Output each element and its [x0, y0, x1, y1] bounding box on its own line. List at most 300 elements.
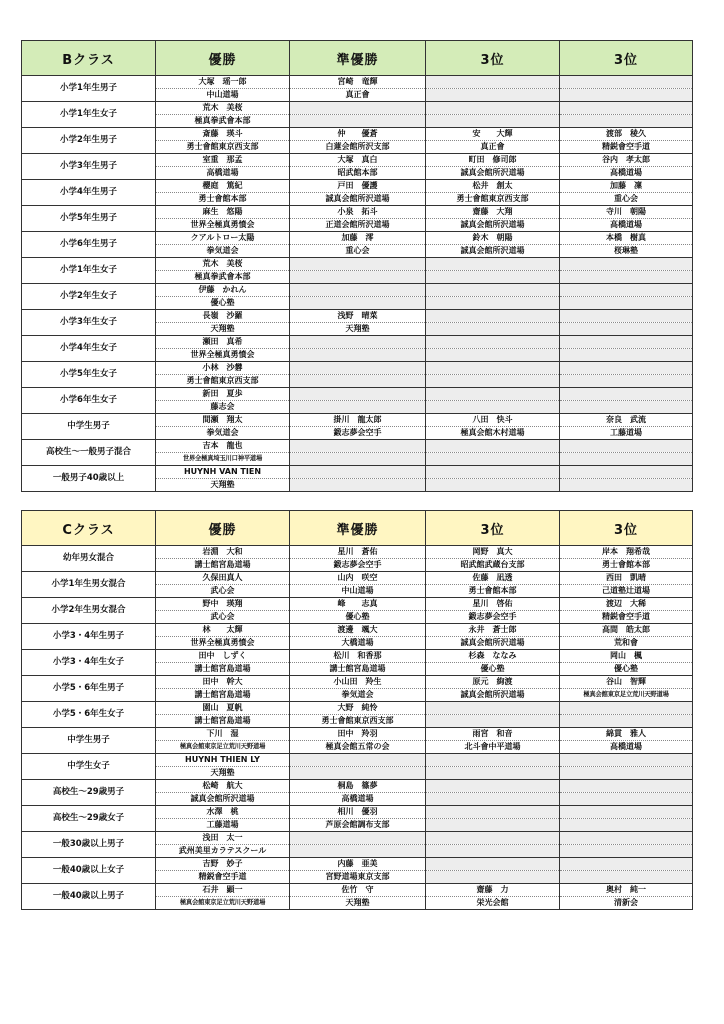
result-row [22, 546, 693, 559]
second-place-name: 内藤 亜美 [290, 858, 426, 871]
third-place-dojo: 誠真会館所沢道場 [426, 219, 560, 232]
third-place-name [560, 702, 693, 715]
third-place-dojo [560, 767, 693, 780]
third-place-name [426, 336, 560, 349]
result-row [22, 440, 693, 453]
result-row [22, 128, 693, 141]
second-place-name: 相川 優羽 [290, 806, 426, 819]
third-place-name: 本橋 樹真 [560, 232, 693, 245]
result-row [22, 780, 693, 793]
first-place-name: 久保田真人 [156, 572, 290, 585]
first-place-dojo: 高橋道場 [156, 167, 290, 180]
first-place-dojo: 勇士會館東京西支部 [156, 375, 290, 388]
result-row [22, 624, 693, 637]
third-place-dojo: 真正會 [426, 141, 560, 154]
second-place-name: 仲 優蒼 [290, 128, 426, 141]
second-place-dojo: 昭武館本部 [290, 167, 426, 180]
third-place-dojo: 誠真会館所沢道場 [426, 689, 560, 702]
category-cell: 小学2年生女子 [22, 284, 156, 310]
category-cell: 一般40歳以上女子 [22, 858, 156, 884]
third-place-dojo [560, 819, 693, 832]
third-place-name [560, 466, 693, 479]
third-place-dojo: 精鋭會空手道 [560, 611, 693, 624]
third-place-dojo: 昭武館武蔵台支部 [426, 559, 560, 572]
second-place-dojo [290, 271, 426, 284]
third-place-name [560, 832, 693, 845]
third-place-name [560, 76, 693, 89]
second-place-name: 小山田 羚生 [290, 676, 426, 689]
third-place-name [426, 858, 560, 871]
third-place-dojo: 誠真会館所沢道場 [426, 637, 560, 650]
second-place-name: 桐島 篠夢 [290, 780, 426, 793]
category-cell: 小学4年生女子 [22, 336, 156, 362]
first-place-name: HUYNH THIEN LY [156, 754, 290, 767]
first-place-name: 麻生 悠陽 [156, 206, 290, 219]
first-place-name: 水澤 桃 [156, 806, 290, 819]
category-cell: 中学生男子 [22, 414, 156, 440]
third-place-dojo [426, 819, 560, 832]
third-place-dojo: 高橋道場 [560, 167, 693, 180]
third-place-name [426, 806, 560, 819]
third-place-name [560, 102, 693, 115]
third-place-name: 原元 絢渡 [426, 676, 560, 689]
first-place-dojo: 講士館宮島道場 [156, 715, 290, 728]
first-place-name: 斎藤 瑛斗 [156, 128, 290, 141]
result-row [22, 180, 693, 193]
third-place-name [560, 806, 693, 819]
second-place-dojo: 白蓮会館所沢支部 [290, 141, 426, 154]
third-place-name: 西田 凱晴 [560, 572, 693, 585]
result-row [22, 466, 693, 479]
category-cell: 小学2年生男子 [22, 128, 156, 154]
category-cell: 高校生～29歳男子 [22, 780, 156, 806]
third-place-name [426, 440, 560, 453]
third-place-name: 谷内 孝太郎 [560, 154, 693, 167]
third-place-name: 奈良 武流 [560, 414, 693, 427]
c-class-header-row [22, 511, 693, 546]
category-cell: 小学1年生男女混合 [22, 572, 156, 598]
first-place-name: 室重 那孟 [156, 154, 290, 167]
second-place-dojo: 鍛志夢会空手 [290, 559, 426, 572]
result-row [22, 884, 693, 897]
second-place-name: 加藤 澪 [290, 232, 426, 245]
third-place-name: 岡山 楓 [560, 650, 693, 663]
third-place-name [560, 858, 693, 871]
third-place-name: 町田 修司郎 [426, 154, 560, 167]
second-place-dojo: 天翔塾 [290, 323, 426, 336]
result-row [22, 362, 693, 375]
third-place-name: 加藤 凜 [560, 180, 693, 193]
third-place-dojo [426, 845, 560, 858]
second-place-name: 山内 咲空 [290, 572, 426, 585]
header-second-place: 準優勝 [290, 41, 426, 76]
first-place-name: 田中 しずく [156, 650, 290, 663]
category-cell: 小学3年生女子 [22, 310, 156, 336]
second-place-name: 掛川 龍太郎 [290, 414, 426, 427]
first-place-dojo: 武心会 [156, 585, 290, 598]
b-class-header-row [22, 41, 693, 76]
first-place-dojo: 拳気道会 [156, 427, 290, 440]
second-place-name: 戸田 優護 [290, 180, 426, 193]
second-place-dojo: 極真会館五常の会 [290, 741, 426, 754]
first-place-dojo: 極真拳武會本部 [156, 115, 290, 128]
third-place-dojo: 勇士會館東京西支部 [426, 193, 560, 206]
third-place-dojo [560, 375, 693, 388]
third-place-dojo: 荒和會 [560, 637, 693, 650]
second-place-dojo [290, 767, 426, 780]
first-place-dojo: 極真拳武會本部 [156, 271, 290, 284]
first-place-name: 松崎 航大 [156, 780, 290, 793]
result-row [22, 806, 693, 819]
first-place-dojo: 世界全極真埼玉川口神平道場 [156, 453, 290, 466]
first-place-dojo: 優心塾 [156, 297, 290, 310]
second-place-dojo [290, 453, 426, 466]
category-cell: 小学5・6年生男子 [22, 676, 156, 702]
third-place-dojo: 誠真会館所沢道場 [426, 167, 560, 180]
category-cell: 小学6年生女子 [22, 388, 156, 414]
third-place-dojo [426, 715, 560, 728]
third-place-dojo [560, 871, 693, 884]
category-cell: 小学5年生女子 [22, 362, 156, 388]
third-place-name [426, 258, 560, 271]
result-row [22, 388, 693, 401]
c-class-results-table [21, 510, 693, 910]
third-place-dojo [560, 845, 693, 858]
first-place-dojo: 武心会 [156, 611, 290, 624]
first-place-dojo: 天翔塾 [156, 323, 290, 336]
third-place-dojo: 優心塾 [560, 663, 693, 676]
result-row [22, 832, 693, 845]
second-place-dojo: 優心塾 [290, 611, 426, 624]
category-cell: 小学5・6年生女子 [22, 702, 156, 728]
first-place-name: HUYNH VAN TIEN [156, 466, 290, 479]
third-place-dojo: 高橋道場 [560, 219, 693, 232]
third-place-dojo: 重心会 [560, 193, 693, 206]
third-place-name [560, 284, 693, 297]
third-place-name [426, 780, 560, 793]
category-cell: 小学1年生女子 [22, 102, 156, 128]
third-place-dojo [426, 871, 560, 884]
category-cell: 小学4年生男子 [22, 180, 156, 206]
b-class-rows [22, 76, 693, 492]
first-place-dojo: 天翔塾 [156, 479, 290, 492]
second-place-name [290, 832, 426, 845]
third-place-dojo: 工藤道場 [560, 427, 693, 440]
third-place-dojo [560, 793, 693, 806]
third-place-name: 八田 快斗 [426, 414, 560, 427]
second-place-name [290, 336, 426, 349]
first-place-name: 大塚 瑶一郎 [156, 76, 290, 89]
b-class-title: Bクラス [22, 41, 156, 76]
third-place-dojo: 精鋭會空手道 [560, 141, 693, 154]
third-place-dojo [560, 271, 693, 284]
first-place-name: 吉野 妙子 [156, 858, 290, 871]
second-place-name: 峰 志真 [290, 598, 426, 611]
category-cell: 一般40歳以上男子 [22, 884, 156, 910]
third-place-dojo: 北斗會中平道場 [426, 741, 560, 754]
first-place-dojo: 天翔塾 [156, 767, 290, 780]
result-row [22, 754, 693, 767]
category-cell: 小学5年生男子 [22, 206, 156, 232]
third-place-dojo [560, 89, 693, 102]
third-place-name [560, 258, 693, 271]
third-place-dojo [426, 375, 560, 388]
result-row [22, 702, 693, 715]
result-row [22, 676, 693, 689]
category-cell: 小学6年生男子 [22, 232, 156, 258]
category-cell: 小学2年生男女混合 [22, 598, 156, 624]
second-place-dojo: 天翔塾 [290, 897, 426, 910]
second-place-name: 星川 蒼佑 [290, 546, 426, 559]
header-first-place: 優勝 [156, 511, 290, 546]
third-place-name [560, 780, 693, 793]
first-place-dojo: 工藤道場 [156, 819, 290, 832]
second-place-dojo: 講士館宮島道場 [290, 663, 426, 676]
third-place-name: 安 大輝 [426, 128, 560, 141]
third-place-name [560, 310, 693, 323]
third-place-dojo [560, 715, 693, 728]
first-place-name: 野中 瑛翔 [156, 598, 290, 611]
third-place-dojo [426, 115, 560, 128]
category-cell: 小学3・4年生男子 [22, 624, 156, 650]
first-place-dojo: 世界全極真勇憤会 [156, 349, 290, 362]
third-place-name [426, 388, 560, 401]
third-place-name: 永井 蒼士郎 [426, 624, 560, 637]
third-place-dojo [560, 323, 693, 336]
third-place-dojo [560, 349, 693, 362]
third-place-dojo [426, 453, 560, 466]
third-place-dojo [426, 793, 560, 806]
header-second-place: 準優勝 [290, 511, 426, 546]
second-place-name [290, 102, 426, 115]
first-place-dojo: 世界全極真勇憤会 [156, 637, 290, 650]
second-place-dojo: 芦原会館調布支部 [290, 819, 426, 832]
category-cell: 中学生女子 [22, 754, 156, 780]
header-third-place: 3位 [426, 41, 560, 76]
third-place-name [426, 754, 560, 767]
first-place-name: 間瀬 翔太 [156, 414, 290, 427]
third-place-dojo: 勇士會館本部 [426, 585, 560, 598]
result-row [22, 102, 693, 115]
third-place-dojo [426, 479, 560, 492]
second-place-name [290, 754, 426, 767]
first-place-dojo: 勇士會館本部 [156, 193, 290, 206]
third-place-dojo [426, 89, 560, 102]
third-place-name [426, 362, 560, 375]
second-place-name: 大野 純怜 [290, 702, 426, 715]
second-place-name: 大塚 真白 [290, 154, 426, 167]
second-place-dojo: 鍛志夢会空手 [290, 427, 426, 440]
first-place-name: 小林 沙礬 [156, 362, 290, 375]
result-row [22, 232, 693, 245]
first-place-dojo: 極真会館東京足立荒川天野道場 [156, 741, 290, 754]
first-place-dojo: 中山道場 [156, 89, 290, 102]
third-place-name: 谷山 智輝 [560, 676, 693, 689]
second-place-name: 松川 和香那 [290, 650, 426, 663]
header-first-place: 優勝 [156, 41, 290, 76]
third-place-dojo: 優心塾 [426, 663, 560, 676]
result-row [22, 414, 693, 427]
third-place-name [560, 388, 693, 401]
third-place-dojo: 極真会館東京足立荒川天野道場 [560, 689, 693, 702]
third-place-dojo [426, 767, 560, 780]
second-place-dojo [290, 375, 426, 388]
third-place-name: 渡部 稜久 [560, 128, 693, 141]
category-cell: 幼年男女混合 [22, 546, 156, 572]
first-place-name: 伊藤 かれん [156, 284, 290, 297]
first-place-name: 瀬田 真希 [156, 336, 290, 349]
header-third-place: 3位 [560, 511, 693, 546]
third-place-dojo: 極真会館木村道場 [426, 427, 560, 440]
result-row [22, 284, 693, 297]
result-row [22, 154, 693, 167]
third-place-dojo [560, 115, 693, 128]
result-row [22, 650, 693, 663]
first-place-dojo: 勇士會館東京西支部 [156, 141, 290, 154]
first-place-name: 林 太輝 [156, 624, 290, 637]
third-place-name [426, 76, 560, 89]
first-place-name: 田中 幹大 [156, 676, 290, 689]
third-place-name [426, 102, 560, 115]
third-place-name: 雨宮 和音 [426, 728, 560, 741]
third-place-name: 齋藤 大翔 [426, 206, 560, 219]
first-place-name: クアルトロー太陽 [156, 232, 290, 245]
result-row [22, 336, 693, 349]
third-place-name [560, 336, 693, 349]
third-place-dojo [426, 401, 560, 414]
third-place-name: 星川 啓佑 [426, 598, 560, 611]
second-place-name [290, 362, 426, 375]
third-place-dojo: 誠真会館所沢道場 [426, 245, 560, 258]
second-place-dojo [290, 845, 426, 858]
second-place-dojo [290, 115, 426, 128]
second-place-name [290, 258, 426, 271]
second-place-dojo [290, 401, 426, 414]
category-cell: 小学1年生男子 [22, 76, 156, 102]
second-place-name [290, 284, 426, 297]
first-place-name: 吉本 龍也 [156, 440, 290, 453]
second-place-name: 渡邊 颯大 [290, 624, 426, 637]
third-place-name [426, 284, 560, 297]
third-place-dojo: 栄光会館 [426, 897, 560, 910]
category-cell: 一般30歳以上男子 [22, 832, 156, 858]
second-place-name [290, 440, 426, 453]
third-place-dojo: 鍛志夢会空手 [426, 611, 560, 624]
third-place-dojo [560, 297, 693, 310]
third-place-name: 高間 皓太郎 [560, 624, 693, 637]
first-place-dojo: 講士館宮島道場 [156, 689, 290, 702]
category-cell: 一般男子40歳以上 [22, 466, 156, 492]
first-place-dojo: 藤志会 [156, 401, 290, 414]
first-place-name: 浅田 太一 [156, 832, 290, 845]
first-place-name: 下川 湿 [156, 728, 290, 741]
first-place-dojo: 武州美里カラテスクール [156, 845, 290, 858]
second-place-name: 宮崎 竜輝 [290, 76, 426, 89]
second-place-dojo: 宮野道場東京支部 [290, 871, 426, 884]
first-place-name: 荒木 美桜 [156, 258, 290, 271]
third-place-name: 奥村 純一 [560, 884, 693, 897]
category-cell: 小学3・4年生女子 [22, 650, 156, 676]
result-row [22, 76, 693, 89]
third-place-dojo [560, 479, 693, 492]
third-place-name [560, 754, 693, 767]
first-place-name: 岩淵 大和 [156, 546, 290, 559]
c-class-rows [22, 546, 693, 910]
third-place-name [426, 832, 560, 845]
third-place-name: 岡野 真大 [426, 546, 560, 559]
second-place-dojo: 大橋道場 [290, 637, 426, 650]
third-place-name [426, 310, 560, 323]
third-place-name [560, 362, 693, 375]
first-place-name: 園山 夏帆 [156, 702, 290, 715]
third-place-name: 鈴木 朝陽 [426, 232, 560, 245]
category-cell: 小学1年生女子 [22, 258, 156, 284]
third-place-dojo [426, 349, 560, 362]
second-place-dojo [290, 297, 426, 310]
first-place-name: 長嶺 沙羅 [156, 310, 290, 323]
result-row [22, 598, 693, 611]
third-place-name [426, 466, 560, 479]
third-place-dojo: 勇士會館本部 [560, 559, 693, 572]
third-place-dojo [426, 297, 560, 310]
result-row [22, 258, 693, 271]
second-place-dojo: 正道会館所沢道場 [290, 219, 426, 232]
second-place-dojo: 真正會 [290, 89, 426, 102]
third-place-dojo: 桜琳塾 [560, 245, 693, 258]
result-row [22, 206, 693, 219]
result-row [22, 858, 693, 871]
second-place-dojo [290, 479, 426, 492]
second-place-name: 浅野 晴菜 [290, 310, 426, 323]
third-place-name: 寺川 朝陽 [560, 206, 693, 219]
header-third-place: 3位 [560, 41, 693, 76]
first-place-name: 櫻庭 篤紀 [156, 180, 290, 193]
second-place-dojo: 勇士會館東京西支部 [290, 715, 426, 728]
third-place-name: 岸本 翔希哉 [560, 546, 693, 559]
second-place-dojo: 高橋道場 [290, 793, 426, 806]
second-place-name: 田中 羚羽 [290, 728, 426, 741]
first-place-dojo: 極真会館東京足立荒川天野道場 [156, 897, 290, 910]
first-place-dojo: 世界全極真勇憤会 [156, 219, 290, 232]
third-place-name: 松井 創太 [426, 180, 560, 193]
first-place-dojo: 誠真会館所沢道場 [156, 793, 290, 806]
result-row [22, 728, 693, 741]
first-place-name: 石井 顕一 [156, 884, 290, 897]
second-place-dojo: 重心会 [290, 245, 426, 258]
third-place-name [560, 440, 693, 453]
first-place-dojo: 拳気道会 [156, 245, 290, 258]
second-place-dojo: 拳気道会 [290, 689, 426, 702]
third-place-dojo: 高橋道場 [560, 741, 693, 754]
third-place-dojo: 己道塾辻道場 [560, 585, 693, 598]
b-class-results-table [21, 40, 693, 492]
third-place-name: 杉森 ななみ [426, 650, 560, 663]
third-place-dojo: 清新会 [560, 897, 693, 910]
third-place-name: 綿貫 雅人 [560, 728, 693, 741]
second-place-name: 佐竹 守 [290, 884, 426, 897]
first-place-dojo: 講士館宮島道場 [156, 663, 290, 676]
third-place-dojo [426, 323, 560, 336]
third-place-name: 渡辺 大稀 [560, 598, 693, 611]
second-place-name: 小泉 拓斗 [290, 206, 426, 219]
second-place-name [290, 466, 426, 479]
first-place-dojo: 講士館宮島道場 [156, 559, 290, 572]
category-cell: 高校生～29歳女子 [22, 806, 156, 832]
header-third-place: 3位 [426, 511, 560, 546]
result-row [22, 572, 693, 585]
first-place-name: 荒木 美桜 [156, 102, 290, 115]
category-cell: 小学3年生男子 [22, 154, 156, 180]
